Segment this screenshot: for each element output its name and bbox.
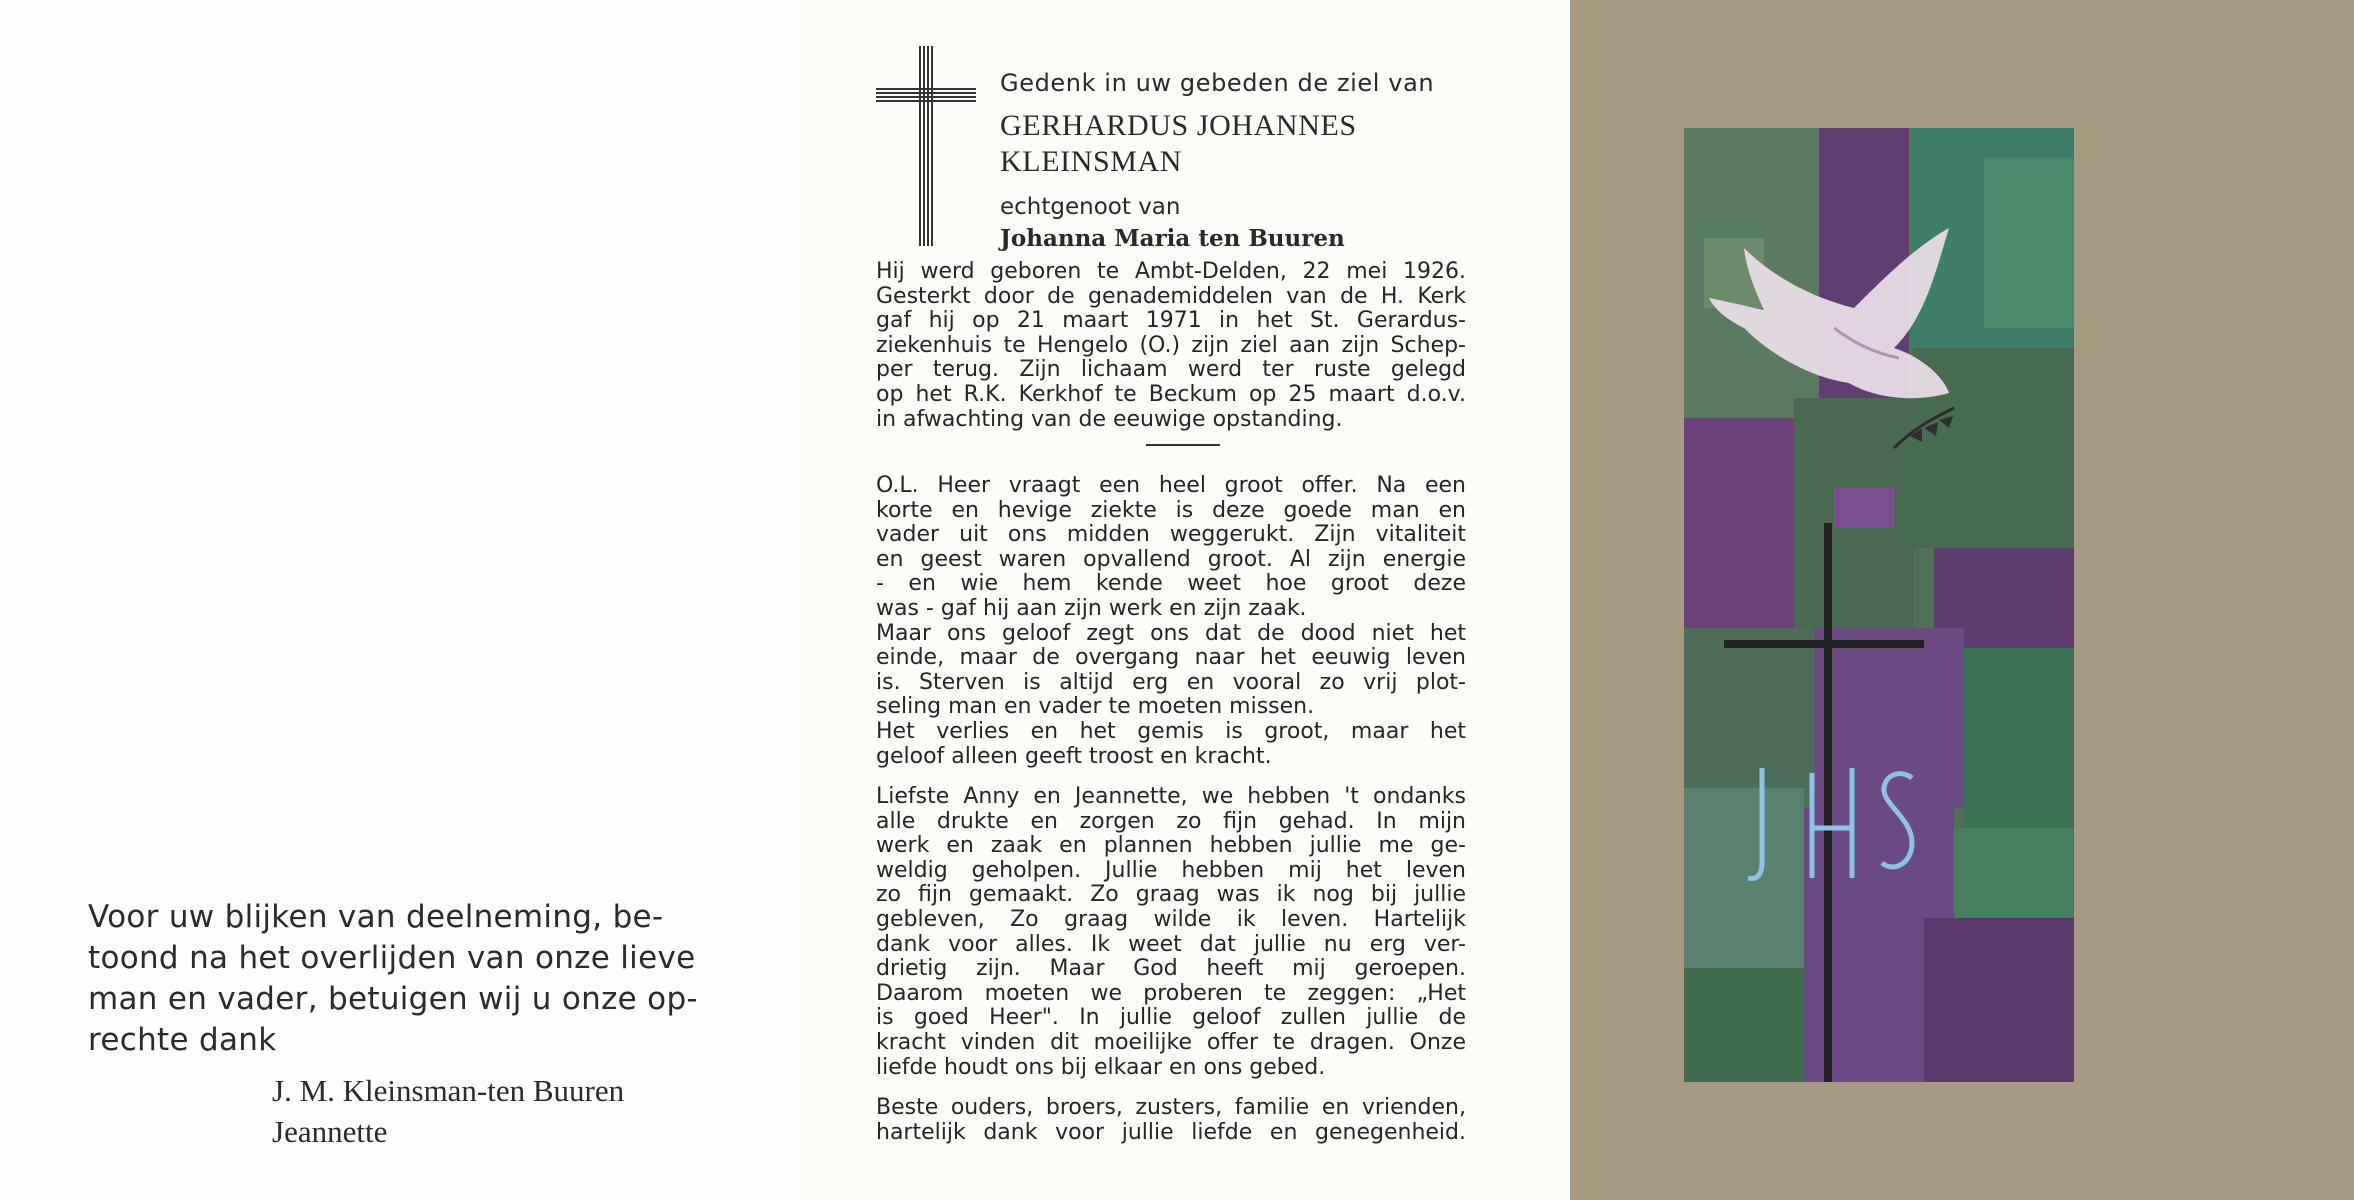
biography-line: Gesterkt door de genademiddelen van de H. Kerk <box>876 283 1466 309</box>
signatures <box>272 1070 624 1152</box>
biography-line: gaf hij op 21 maart 1971 in het St. Gerardus- <box>876 308 1466 334</box>
biography-line: in afwachting van de eeuwige opstanding. <box>876 406 1343 432</box>
thanks-panel <box>0 0 800 1200</box>
thanks-line: rechte dank <box>88 1022 277 1058</box>
tribute-line: was - gaf hij aan zijn werk en zijn zaak. <box>876 595 1307 621</box>
farewell-line: liefde houdt ons bij elkaar en ons gebed. <box>876 1054 1326 1080</box>
tribute-line: seling man en vader te moeten missen. <box>876 694 1315 720</box>
biography-line: op het R.K. Kerkhof te Beckum op 25 maart d.o.v. <box>876 381 1466 407</box>
signature-daughter: Jeannette <box>272 1114 388 1149</box>
farewell-line: Daarom moeten we proberen te zeggen: „Het <box>876 980 1466 1006</box>
farewell-line: weldig geholpen. Jullie hebben mij het leven <box>876 857 1466 883</box>
farewell-line: werk en zaak en plannen hebben jullie me ge- <box>876 833 1466 859</box>
farewell-line: zo fijn gemaakt. Zo graag was ik nog bij jullie <box>876 882 1466 908</box>
farewell-line: gebleven, Zo graag wilde ik leven. Hartelijk <box>876 906 1466 932</box>
tribute-line: Maar ons geloof zegt ons dat de dood niet het <box>876 620 1466 646</box>
section-divider <box>1146 444 1220 446</box>
biography-line: ziekenhuis te Hengelo (O.) zijn ziel aan zijn Schep- <box>876 332 1466 358</box>
deceased-name: GERHARDUS JOHANNES <box>1000 109 1357 142</box>
cross-icon <box>876 46 976 246</box>
tribute-line: korte en hevige ziekte is deze goede man en <box>876 497 1466 523</box>
deceased-surname: KLEINSMAN <box>1000 145 1183 178</box>
farewell-line: Liefste Anny en Jeannette, we hebben 't ondanks <box>876 784 1466 809</box>
farewell-line: is goed Heer". In jullie geloof zullen jullie de <box>876 1005 1466 1031</box>
thanks-line: man en vader, betuigen wij u onze op- <box>88 981 698 1017</box>
farewell-line: alle drukte en zorgen zo fijn gehad. In mijn <box>876 808 1466 834</box>
memorial-intro: Gedenk in uw gebeden de ziel van <box>1000 69 1435 97</box>
tribute-line: en geest waren opvallend groot. Al zijn energie <box>876 546 1466 572</box>
closing-line: hartelijk dank voor jullie liefde en genegenheid. <box>876 1119 1466 1145</box>
closing-paragraph <box>876 1096 1466 1145</box>
memorial-header <box>1000 66 1434 254</box>
tribute-line: is. Sterven is altijd erg en vooral zo vrij plot- <box>876 669 1466 695</box>
farewell-line: kracht vinden dit moeilijke offer te dragen. Onze <box>876 1029 1466 1055</box>
thanks-line: Voor uw blijken van deelneming, be- <box>88 899 664 935</box>
tribute-line: O.L. Heer vraagt een heel groot offer. Na een <box>876 473 1466 498</box>
tribute-line: vader uit ons midden weggerukt. Zijn vitaliteit <box>876 522 1466 548</box>
tribute-line: - en wie hem kende weet hoe groot deze <box>876 571 1466 597</box>
tribute-line: geloof alleen geeft troost en kracht. <box>876 743 1272 769</box>
tribute-paragraph <box>876 474 1466 769</box>
closing-line: Beste ouders, broers, zusters, familie en vrienden, <box>876 1095 1466 1120</box>
biography-line: per terug. Zijn lichaam werd ter ruste gelegd <box>876 357 1466 383</box>
signature-widow: J. M. Kleinsman-ten Buuren <box>272 1073 625 1108</box>
thanks-message <box>88 897 708 1061</box>
spouse-label: echtgenoot van <box>1000 194 1181 220</box>
biography-line: Hij werd geboren te Ambt-Delden, 22 mei 1926. <box>876 259 1466 284</box>
farewell-line: dank voor alles. Ik weet dat jullie nu erg ver- <box>876 931 1466 957</box>
spouse-name: Johanna Maria ten Buuren <box>1000 225 1345 252</box>
farewell-paragraph <box>876 785 1466 1080</box>
thanks-line: toond na het overlijden van onze lieve <box>88 940 696 976</box>
biography <box>876 260 1466 432</box>
farewell-line: drietig zijn. Maar God heeft mij geroepen. <box>876 956 1466 982</box>
stained-glass-artwork <box>1684 128 2074 1082</box>
tribute-line: Het verlies en het gemis is groot, maar het <box>876 718 1466 744</box>
tribute-line: einde, maar de overgang naar het eeuwig leven <box>876 645 1466 671</box>
